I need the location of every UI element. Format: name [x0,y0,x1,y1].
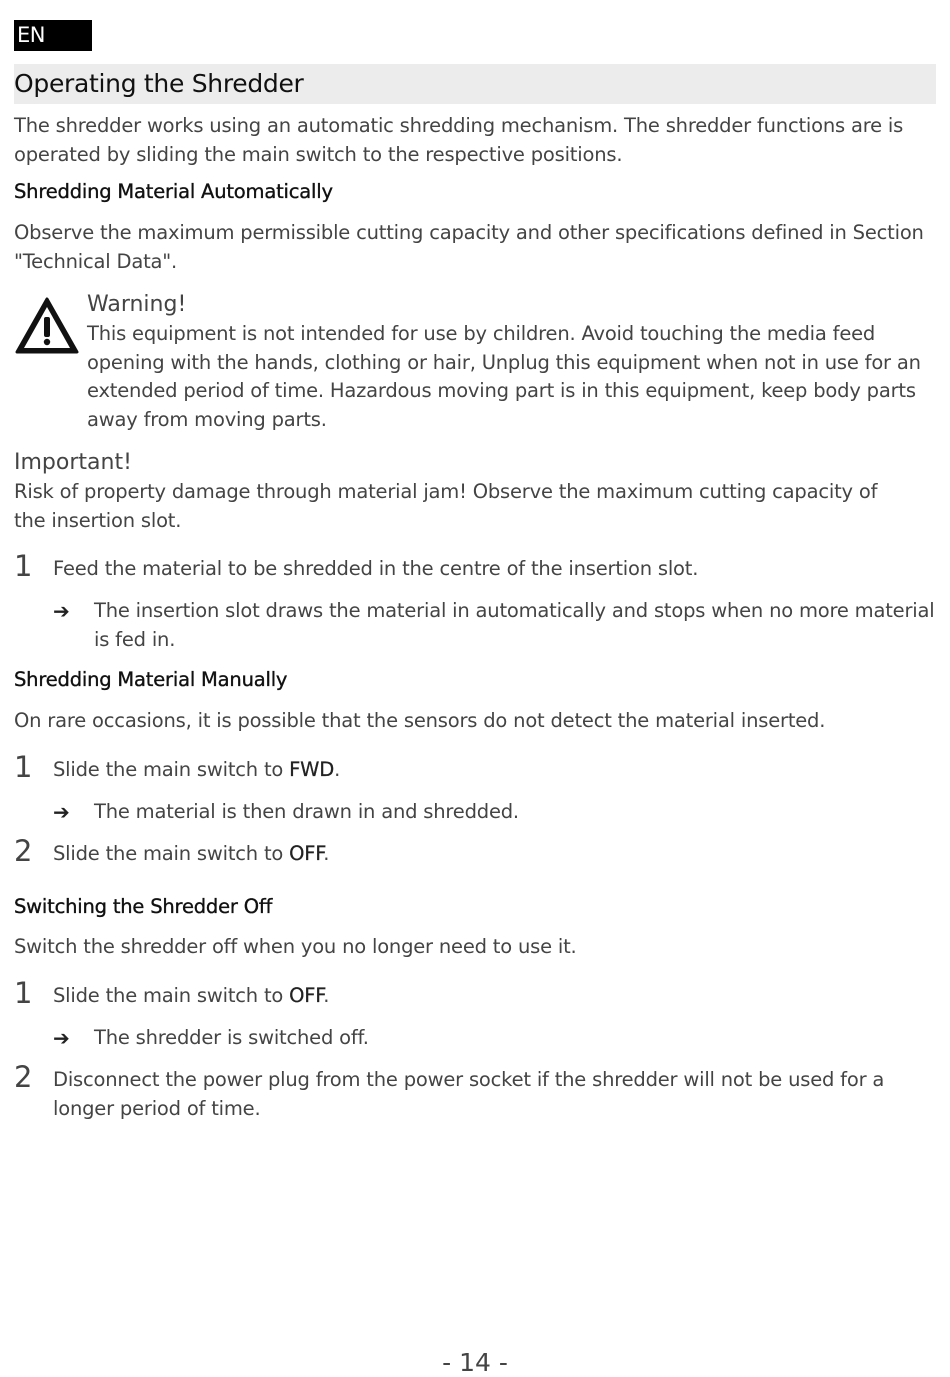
warning-text: This equipment is not intended for use by children. Avoid touching the media feed opening with the hands, clothing or hair, Unplug this equipment when not in use for an extended period of time. Hazardous moving part is in this equipment, keep body parts away from moving parts. [87,322,921,431]
step-number: 2 [14,834,33,868]
warning-triangle-icon [14,296,80,356]
warning-block [87,290,937,434]
arrow-right-icon: ➔ [53,800,70,824]
step-text: Slide the main switch to OFF. [53,842,330,865]
intro-paragraph: The shredder works using an automatic shredding mechanism. The shredder functions are is operated by sliding the main switch to the respective positions. [14,114,904,166]
result-text: The material is then drawn in and shredded. [94,800,519,823]
step-text: Slide the main switch to FWD. [53,758,341,781]
step-text: Slide the main switch to OFF. [53,984,330,1007]
manual-paragraph: On rare occasions, it is possible that the sensors do not detect the material inserted. [14,709,826,732]
step-number: 1 [14,549,33,583]
section-title-bar [14,64,936,104]
switch-position-off: OFF [289,842,324,865]
heading-switch-off: Switching the Shredder Off [14,895,273,918]
result-text: The insertion slot draws the material in automatically and stops when no more material is fed in. [94,599,935,651]
arrow-right-icon: ➔ [53,599,70,623]
page-title: Operating the Shredder [14,69,304,98]
important-block [14,448,936,535]
step-text: Feed the material to be shredded in the centre of the insertion slot. [53,557,699,580]
step-number: 1 [14,750,33,784]
arrow-right-icon: ➔ [53,1026,70,1050]
step-number: 2 [14,1060,33,1094]
step-text: Disconnect the power plug from the power socket if the shredder will not be used for a longer period of time. [53,1068,885,1120]
switch-position-off: OFF [289,984,324,1007]
switch-position-fwd: FWD [289,758,335,781]
page-number: - 14 - [442,1348,508,1377]
important-title: Important! [14,450,132,475]
step-number: 1 [14,976,33,1010]
heading-automatic: Shredding Material Automatically [14,180,333,203]
heading-manual: Shredding Material Manually [14,668,288,691]
result-text: The shredder is switched off. [94,1026,369,1049]
automatic-paragraph: Observe the maximum permissible cutting capacity and other specifications defined in Section "Technical Data". [14,221,924,273]
language-badge: EN [14,20,92,51]
important-text: Risk of property damage through material jam! Observe the maximum cutting capacity of the insertion slot. [14,480,878,532]
switch-off-paragraph: Switch the shredder off when you no longer need to use it. [14,935,577,958]
warning-title: Warning! [87,292,187,317]
